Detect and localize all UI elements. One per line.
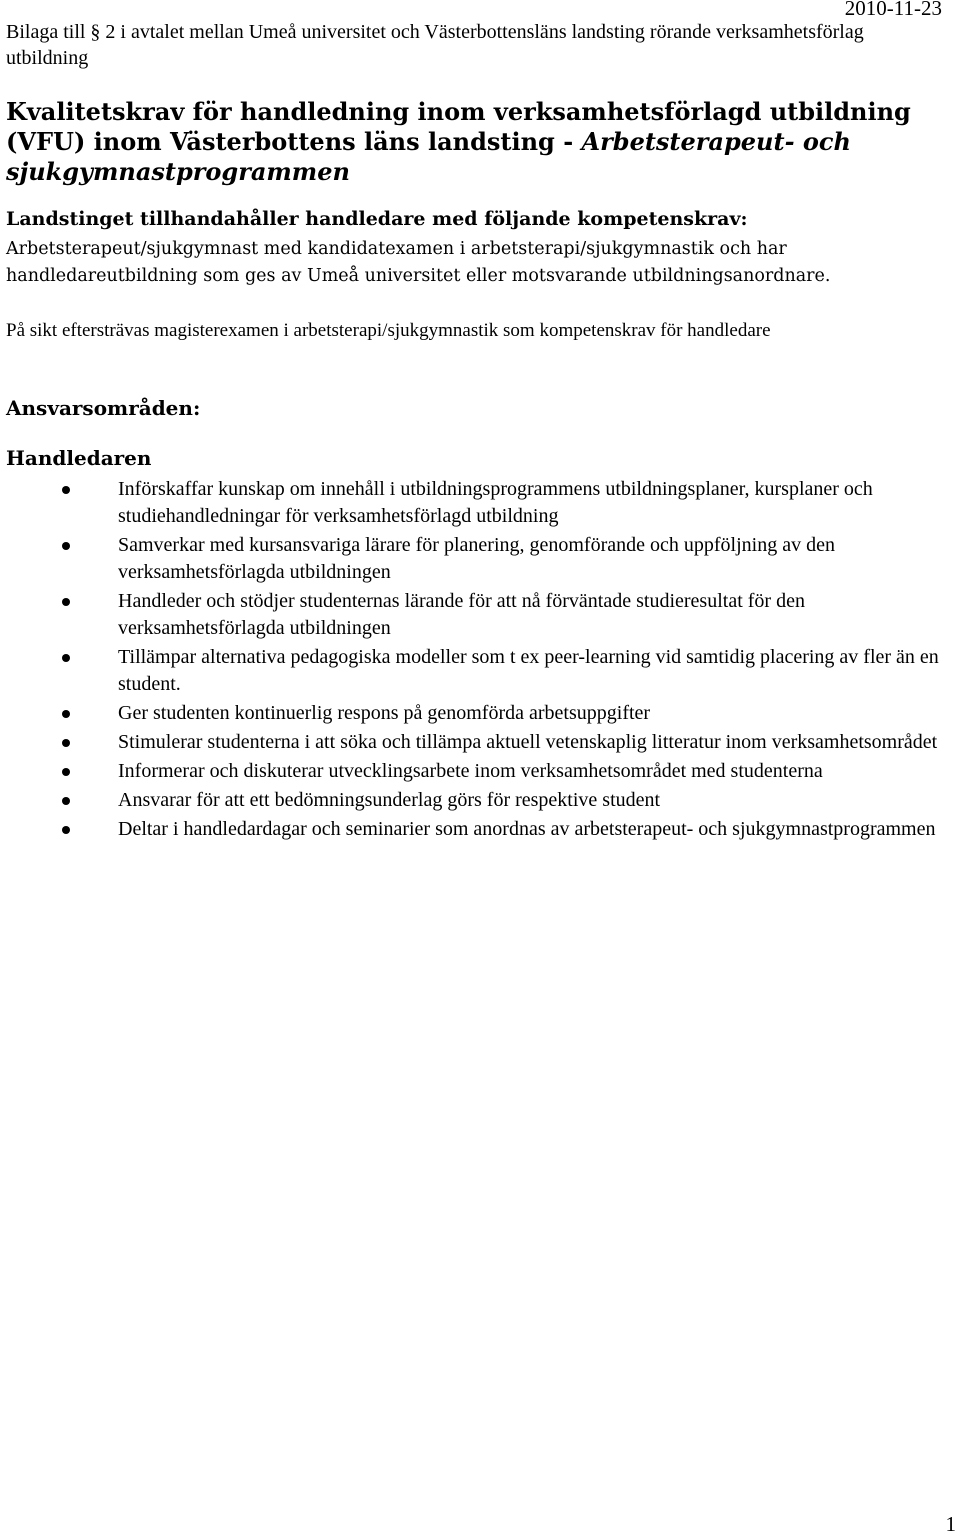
title-italic: Arbetsterapeut- och sjukgymnastprogrammen bbox=[6, 127, 851, 186]
list-item-text: Deltar i handledardagar och seminarier som anordnas av arbetsterapeut- och sjukgymnastprogrammen bbox=[118, 818, 936, 840]
list-item-text: Införskaffar kunskap om innehåll i utbildningsprogrammens utbildningsplaner, kursplaner och studiehandledningar för verksamhetsförlagd utbildning bbox=[118, 478, 873, 527]
handledaren-heading: Handledaren bbox=[6, 446, 152, 470]
bullet-icon bbox=[62, 768, 70, 776]
list-item-text: Ger studenten kontinuerlig respons på genomförda arbetsuppgifter bbox=[118, 702, 651, 724]
bullet-icon bbox=[62, 486, 70, 494]
title-main: Kvalitetskrav för handledning inom verksamhetsförlagd utbildning (VFU) inom Västerbottens läns landsting - bbox=[6, 97, 911, 156]
list-item bbox=[0, 816, 960, 843]
list-item bbox=[0, 476, 960, 530]
landsting-text: Arbetsterapeut/sjukgymnast med kandidatexamen i arbetsterapi/sjukgymnastik och har handledareutbildning som ges av Umeå universitet eller motsvarande utbildningsanordnare. bbox=[6, 239, 831, 286]
sikt-text: På sikt eftersträvas magisterexamen i arbetsterapi/sjukgymnastik som kompetenskrav för handledare bbox=[6, 320, 771, 341]
document-date: 2010-11-23 bbox=[844, 0, 942, 20]
ansvar-heading: Ansvarsområden: bbox=[6, 396, 201, 420]
bullet-icon bbox=[62, 739, 70, 747]
page-number: 1 bbox=[945, 1512, 956, 1536]
list-item bbox=[0, 588, 960, 642]
list-item-text: Tillämpar alternativa pedagogiska modeller som t ex peer-learning vid samtidig placering av fler än en student. bbox=[118, 646, 939, 695]
responsibility-list bbox=[0, 476, 960, 845]
bullet-icon bbox=[62, 826, 70, 834]
list-item-text: Samverkar med kursansvariga lärare för planering, genomförande och uppföljning av den verksamhetsförlagda utbildningen bbox=[118, 534, 835, 583]
bullet-icon bbox=[62, 797, 70, 805]
bullet-icon bbox=[62, 598, 70, 606]
list-item-text: Informerar och diskuterar utvecklingsarbete inom verksamhetsområdet med studenterna bbox=[118, 760, 823, 782]
bullet-icon bbox=[62, 542, 70, 550]
list-item bbox=[0, 644, 960, 698]
landsting-heading: Landstinget tillhandahåller handledare med följande kompetenskrav: bbox=[6, 208, 748, 230]
intro-text: Bilaga till § 2 i avtalet mellan Umeå universitet och Västerbottensläns landsting rörande verksamhetsförlag utbildning bbox=[6, 21, 864, 69]
document-title bbox=[6, 97, 926, 187]
bullet-icon bbox=[62, 654, 70, 662]
list-item bbox=[0, 532, 960, 586]
list-item-text: Stimulerar studenterna i att söka och tillämpa aktuell vetenskaplig litteratur inom verksamhetsområdet bbox=[118, 731, 938, 753]
list-item bbox=[0, 700, 960, 727]
list-item-text: Handleder och stödjer studenternas lärande för att nå förväntade studieresultat för den verksamhetsförlagda utbildningen bbox=[118, 590, 805, 639]
list-item bbox=[0, 758, 960, 785]
list-item bbox=[0, 787, 960, 814]
list-item bbox=[0, 729, 960, 756]
bullet-icon bbox=[62, 710, 70, 718]
list-item-text: Ansvarar för att ett bedömningsunderlag görs för respektive student bbox=[118, 789, 661, 811]
